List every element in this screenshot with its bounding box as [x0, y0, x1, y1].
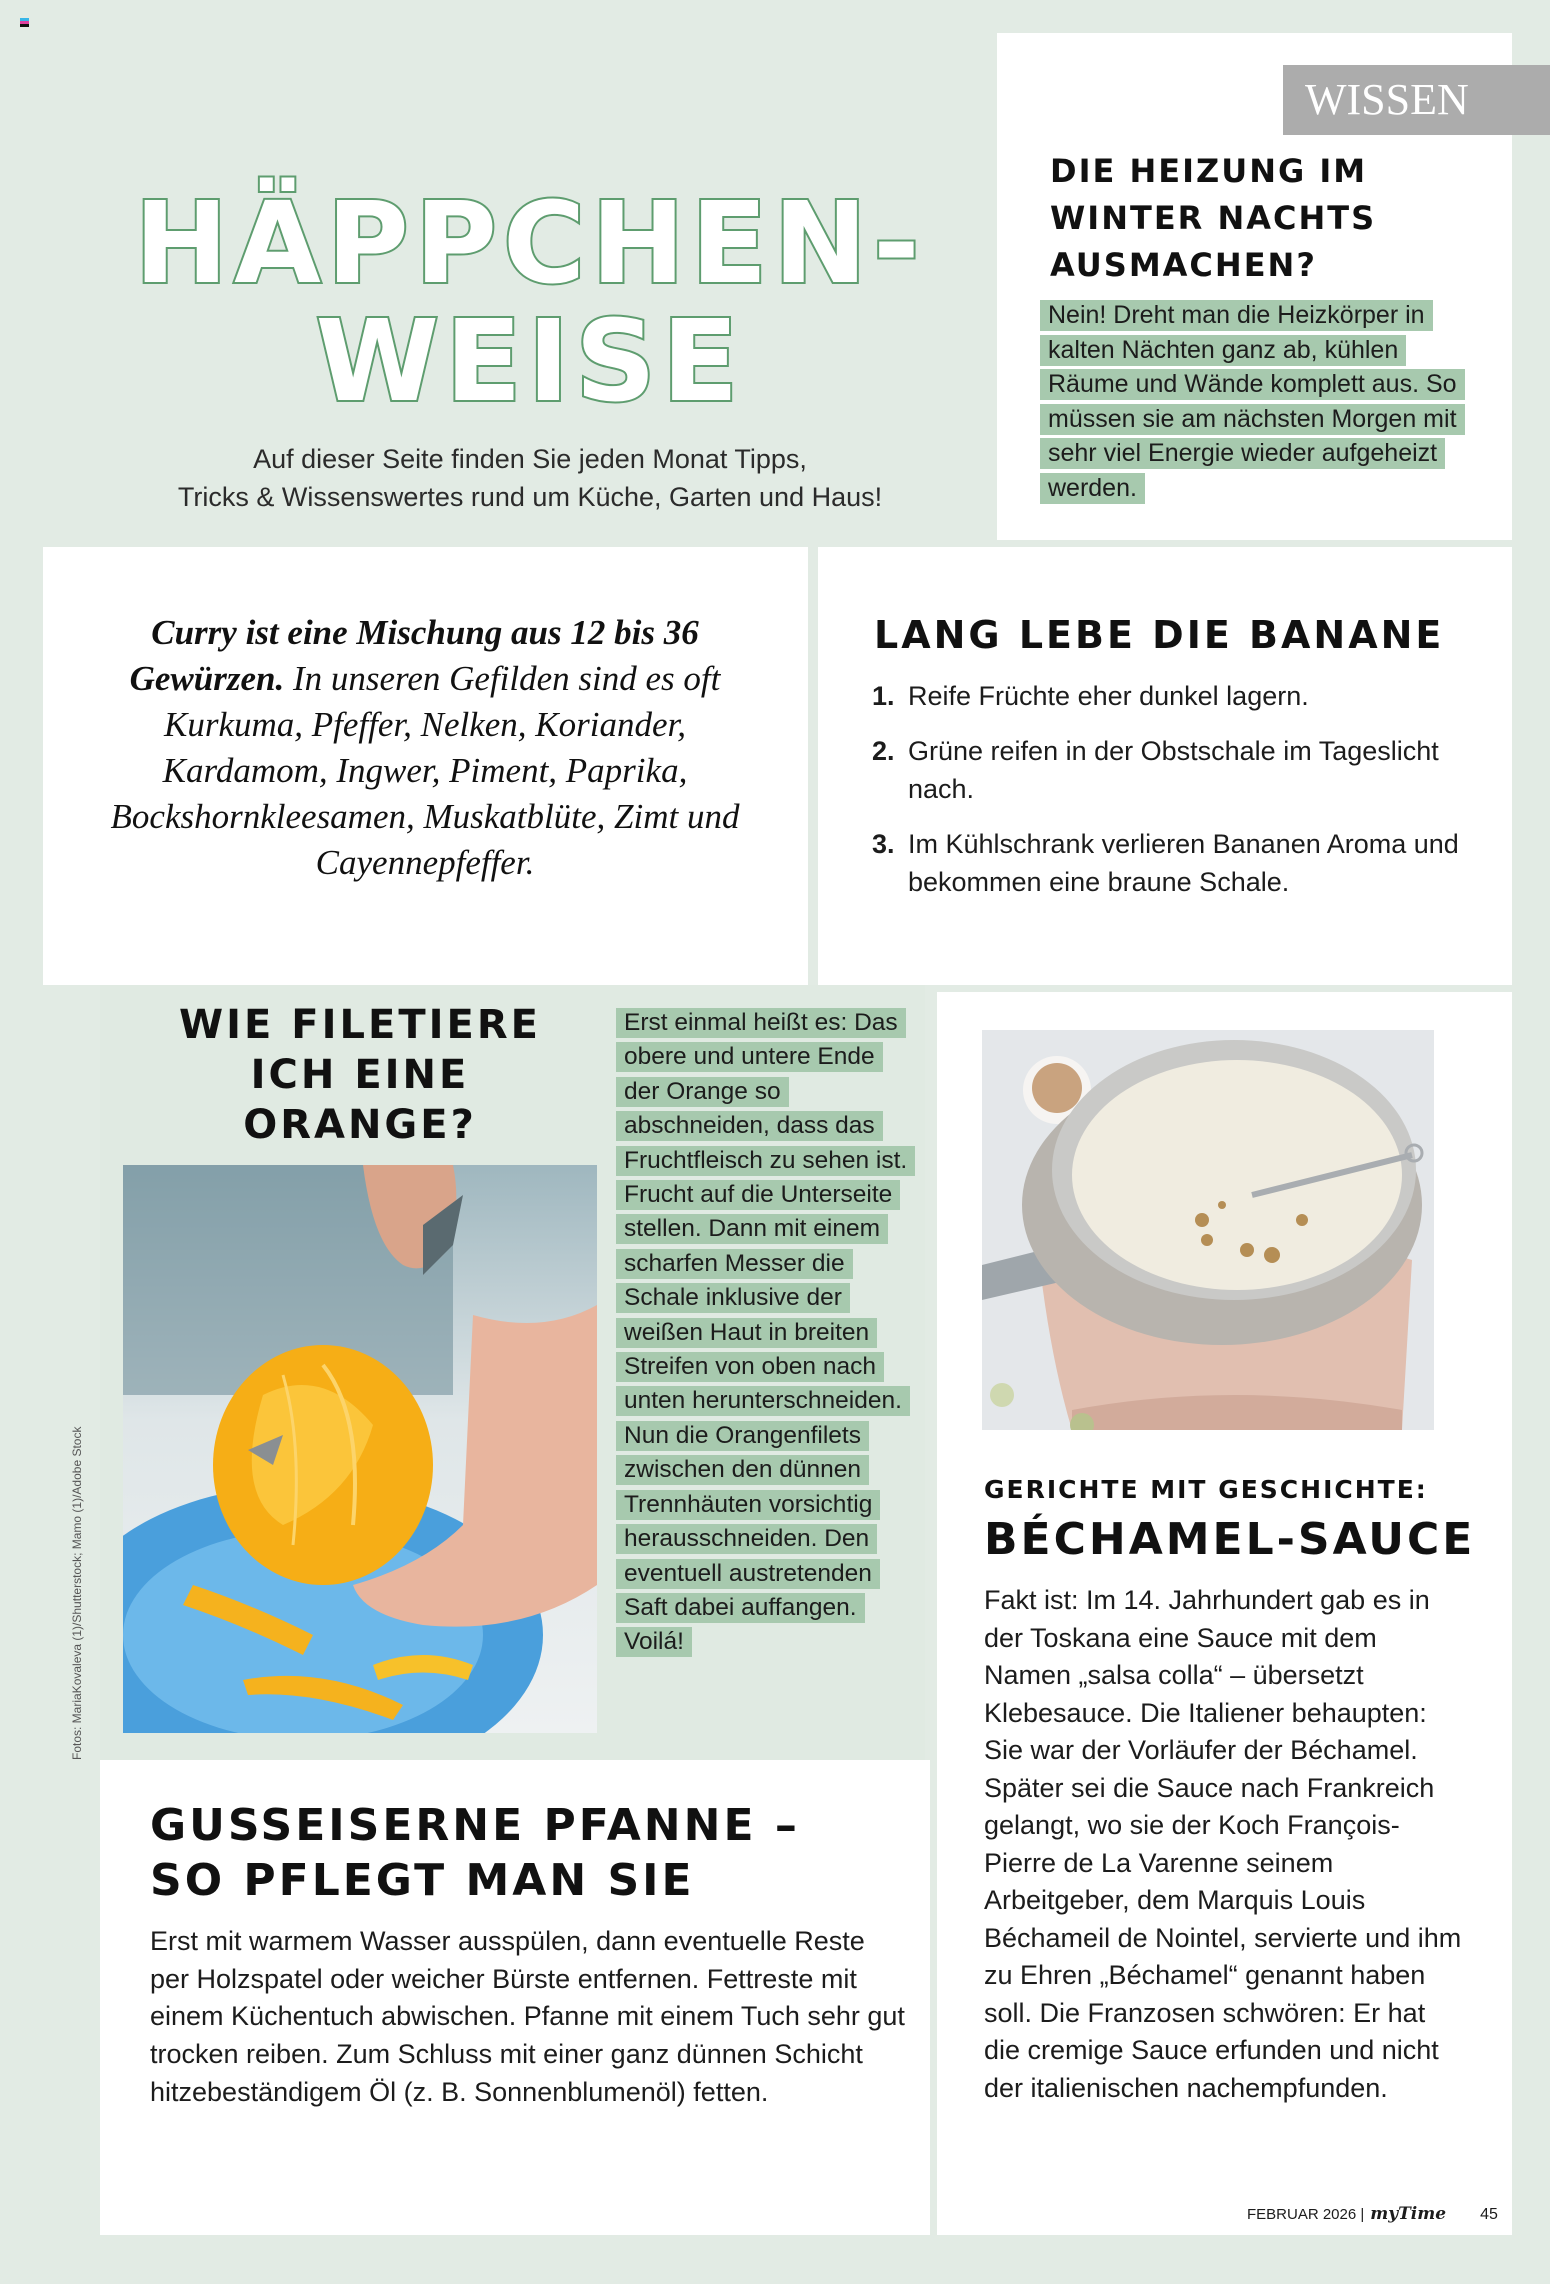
list-text: Reife Früchte eher dunkel lagern.: [908, 681, 1309, 711]
banane-title: LANG LEBE DIE BANANE: [874, 613, 1445, 657]
heizung-highlight: Nein! Dreht man die Heizkörper in kalten Nächten ganz ab, kühlen Räume und Wände komplett aus. So müssen sie am nächsten Morgen mit sehr viel Energie wieder aufgeheizt werden.: [1040, 300, 1465, 504]
banane-list: [872, 677, 1472, 918]
print-registration-mark: [20, 18, 29, 27]
list-item: [872, 677, 1472, 715]
intro-line2: Tricks & Wissenswertes rund um Küche, Garten und Haus!: [177, 482, 883, 512]
page-number: 45: [1480, 2206, 1498, 2223]
heizung-text: [1040, 298, 1480, 505]
bechamel-photo-illustration: [982, 1030, 1434, 1430]
orange-photo-illustration: [123, 1165, 597, 1733]
bechamel-kicker: GERICHTE MIT GESCHICHTE:: [984, 1475, 1428, 1504]
curry-text: [100, 610, 750, 886]
photo-credit: Fotos: MariaKovaleva (1)/Shutterstock; Mamo (1)/Adobe Stock: [70, 1426, 84, 1760]
page-footer: [1247, 2204, 1498, 2224]
list-number: 1.: [872, 681, 895, 711]
section-tab: WISSEN: [1283, 65, 1550, 135]
orange-highlight: Erst einmal heißt es: Das obere und untere Ende der Orange so abschneiden, dass das Fruchtfleisch zu sehen ist. Frucht auf die Unterseite stellen. Dann mit einem scharfen Messer die Schale inklusive der weißen Haut in breiten Streifen von oben nach unten herunterschneiden. Nun die Orangenfilets zwischen den dünnen Trennhäuten vorsichtig herausschneiden. Den eventuell austretenden Saft dabei auffangen. Voilá!: [616, 1008, 915, 1657]
list-text: Grüne reifen in der Obstschale im Tageslicht nach.: [908, 736, 1439, 804]
list-item: [872, 825, 1472, 901]
intro-line1: Auf dieser Seite finden Sie jeden Monat Tipps,: [253, 444, 807, 474]
orange-photo: [123, 1165, 597, 1733]
page-title-line2: WEISE: [315, 297, 745, 427]
heizung-title: DIE HEIZUNG IM WINTER NACHTS AUSMACHEN?: [1050, 152, 1377, 284]
bechamel-text: Fakt ist: Im 14. Jahrhundert gab es in der Toskana eine Sauce mit dem Namen „salsa colla“ – übersetzt Klebesauce. Die Italiener behaupten: Sie war der Vorläufer der Béchamel. Später sei die Sauce nach Frankreich gelangt, wo sie der Koch François-Pierre de La Varenne seinem Arbeitgeber, dem Marquis Louis Béchameil de Nointel, servierte und ihm zu Ehren „Béchamel“ genannt haben soll. Die Franzosen schwören: Er hat die cremige Sauce erfunden und nicht der italienischen nachempfunden.: [984, 1585, 1462, 2103]
orange-text: [616, 1006, 916, 1660]
curry-lead: Curry ist eine Mischung aus 12 bis 36 Gewürzen.: [129, 613, 699, 698]
list-number: 3.: [872, 829, 895, 859]
pfanne-title-line2: SO PFLEGT MAN SIE: [150, 1855, 695, 1906]
intro-text: [110, 440, 950, 516]
pfanne-title-line1: GUSSEISERNE PFANNE –: [150, 1800, 800, 1851]
curry-body: In unseren Gefilden sind es oft Kurkuma, Pfeffer, Nelken, Koriander, Kardamom, Ingwer, Piment, Paprika, Bockshornkleesamen, Muskatblüte, Zimt und Cayennepfeffer.: [110, 659, 740, 882]
magazine-logo: myTime: [1370, 2204, 1447, 2224]
bechamel-photo: [982, 1030, 1434, 1430]
list-number: 2.: [872, 736, 895, 766]
list-item: [872, 732, 1472, 808]
pfanne-text: Erst mit warmem Wasser ausspülen, dann eventuelle Reste per Holzspatel oder weicher Bürste entfernen. Fettreste mit einem Küchentuch abwischen. Pfanne mit einem Tuch sehr gut trocken reiben. Zum Schluss mit einer ganz dünnen Schicht hitzebeständigem Öl (z. B. Sonnenblumenöl) fetten.: [150, 1926, 905, 2107]
bechamel-title: BÉCHAMEL-SAUCE: [984, 1514, 1476, 1565]
page-title-line1: HÄPPCHEN-: [134, 179, 926, 309]
orange-title: WIE FILETIERE ICH EINE ORANGE?: [179, 1002, 541, 1148]
list-text: Im Kühlschrank verlieren Bananen Aroma und bekommen eine braune Schale.: [908, 829, 1459, 897]
page-title: [120, 179, 940, 427]
issue-date: FEBRUAR 2026 |: [1247, 2206, 1365, 2223]
pfanne-title: [150, 1798, 910, 1908]
